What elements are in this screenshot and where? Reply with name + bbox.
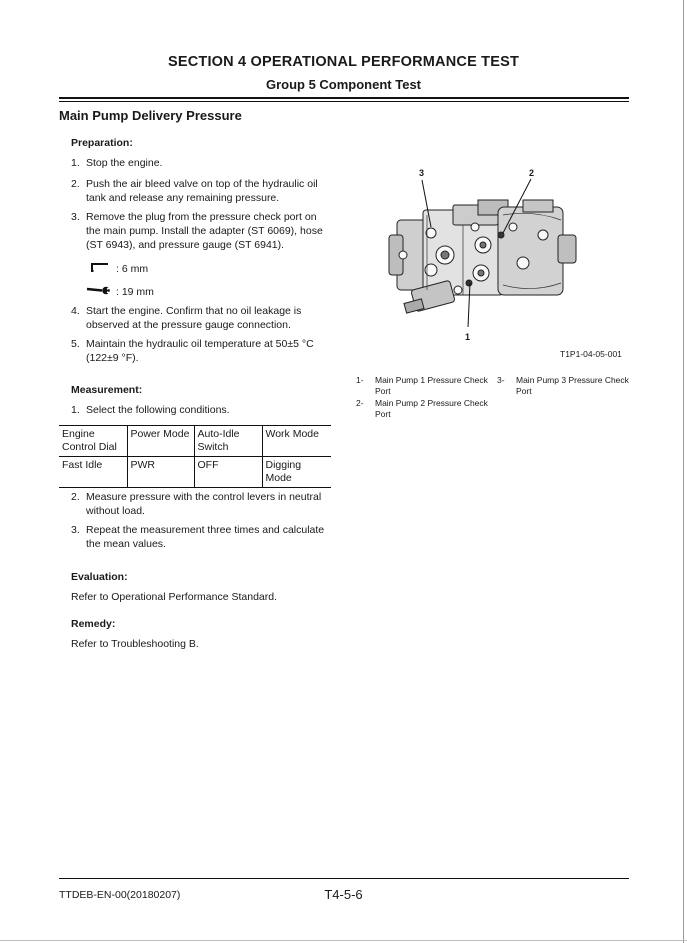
cell-line: Digging [265,459,302,471]
footer-rule [59,878,629,879]
step-text-line: (ST 6943), and pressure gauge (ST 6941). [86,239,285,251]
step-text-line: (122±9 °F). [86,352,139,364]
step-number: 2. [71,178,80,190]
step-text-line: Measure pressure with the control levers in neutral [86,491,322,503]
measurement-label: Measurement: [71,384,143,396]
preparation-step [71,210,336,252]
legend-number: 1- [356,375,364,385]
group-title: Group 5 Component Test [265,77,422,92]
table-header-cell [194,426,262,457]
legend-text [516,375,631,397]
step-text-line: without load. [86,505,145,517]
step-number: 2. [71,491,80,503]
step-number: 5. [71,338,80,350]
page-edge-bottom [0,940,687,941]
header-line: Switch [197,441,229,453]
tool-size: : 19 mm [116,285,154,298]
callout-3: 3 [419,168,425,178]
header-rule-thick [59,97,629,99]
page-edge-right [683,0,684,943]
step-text-line: Remove the plug from the pressure check port on [86,211,317,223]
measurement-step-2 [71,490,336,518]
table-header-cell [127,426,194,457]
tool-size: : 6 mm [116,262,149,275]
legend-number: 3- [497,375,505,385]
measurement-step [71,403,336,417]
header-rule-thin [59,101,629,102]
step-text: Select the following conditions. [86,404,230,416]
step-text-line: observed at the pressure gauge connection. [86,319,291,331]
remedy-text: Refer to Troubleshooting B. [71,638,199,650]
step-text-line: Start the engine. Confirm that no oil leakage is [86,305,302,317]
preparation-step-2 [71,177,336,205]
callout-2: 2 [529,168,535,178]
header-line: Auto-Idle [197,428,240,440]
table-cell [127,457,194,488]
header-line: Engine [62,428,95,440]
legend-text [375,375,490,397]
table-header-cell [59,426,127,457]
cell-line: Fast Idle [62,459,103,471]
step-number: 3. [71,211,80,223]
legend-text [375,398,490,420]
cell-line: Mode [265,472,292,484]
step-number: 1. [71,157,80,169]
table-cell [194,457,262,488]
evaluation-text: Refer to Operational Performance Standard. [71,591,278,603]
hex-wrench-icon [86,261,112,276]
measurement-step-3 [71,523,336,551]
cell-line: PWR [130,459,155,471]
legend-line: Port [375,386,391,396]
measurement-step [71,523,336,551]
page-heading: Main Pump Delivery Pressure [59,108,242,123]
legend-number: 2- [356,398,364,408]
figure-id: T1P1-04-05-001 [560,349,622,359]
preparation-step [71,337,336,365]
step-text-line: tank and release any remaining pressure. [86,192,280,204]
header-line: Control Dial [62,441,117,453]
table-cell [262,457,331,488]
main-pump-illustration [383,165,583,345]
spanner-icon [86,284,112,299]
step-text: Stop the engine. [86,157,163,169]
remedy-label: Remedy: [71,618,116,630]
legend-line: Port [375,409,391,419]
page-number: T4-5-6 [324,887,363,902]
preparation-step [71,304,336,332]
legend-line: Main Pump 1 Pressure Check [375,375,488,385]
table-row [59,457,331,488]
table-header-row [59,426,331,457]
header-line: Power Mode [130,428,190,440]
step-number: 1. [71,404,80,416]
legend-line: Main Pump 3 Pressure Check [516,375,629,385]
header-line: Work Mode [265,428,319,440]
measurement-step [71,490,336,518]
preparation-step-4 [71,304,336,332]
measurement-step-1 [71,403,336,417]
table-header-cell [262,426,331,457]
step-text-line: the main pump. Install the adapter (ST 6069), hose [86,225,323,237]
tool-hex-wrench [86,261,148,276]
table-cell [59,457,127,488]
step-number: 4. [71,305,80,317]
preparation-step-3 [71,210,336,252]
preparation-step [71,156,336,170]
step-text-line: Repeat the measurement three times and calculate [86,524,325,536]
preparation-label: Preparation: [71,137,133,149]
conditions-table [59,425,331,488]
step-text-line: Push the air bleed valve on top of the hydraulic oil [86,178,318,190]
preparation-steps-1-2 [71,156,336,170]
tool-spanner [86,284,154,299]
preparation-step-5 [71,337,336,365]
step-text-line: Maintain the hydraulic oil temperature at 50±5 °C [86,338,314,350]
evaluation-label: Evaluation: [71,571,128,583]
preparation-step [71,177,336,205]
main-pump-figure [383,165,583,345]
callout-1: 1 [465,332,471,342]
step-number: 3. [71,524,80,536]
legend-line: Port [516,386,532,396]
document-code: TTDEB-EN-00(20180207) [59,889,181,901]
step-text-line: the mean values. [86,538,166,550]
section-title: SECTION 4 OPERATIONAL PERFORMANCE TEST [167,54,520,70]
legend-line: Main Pump 2 Pressure Check [375,398,488,408]
cell-line: OFF [197,459,219,471]
